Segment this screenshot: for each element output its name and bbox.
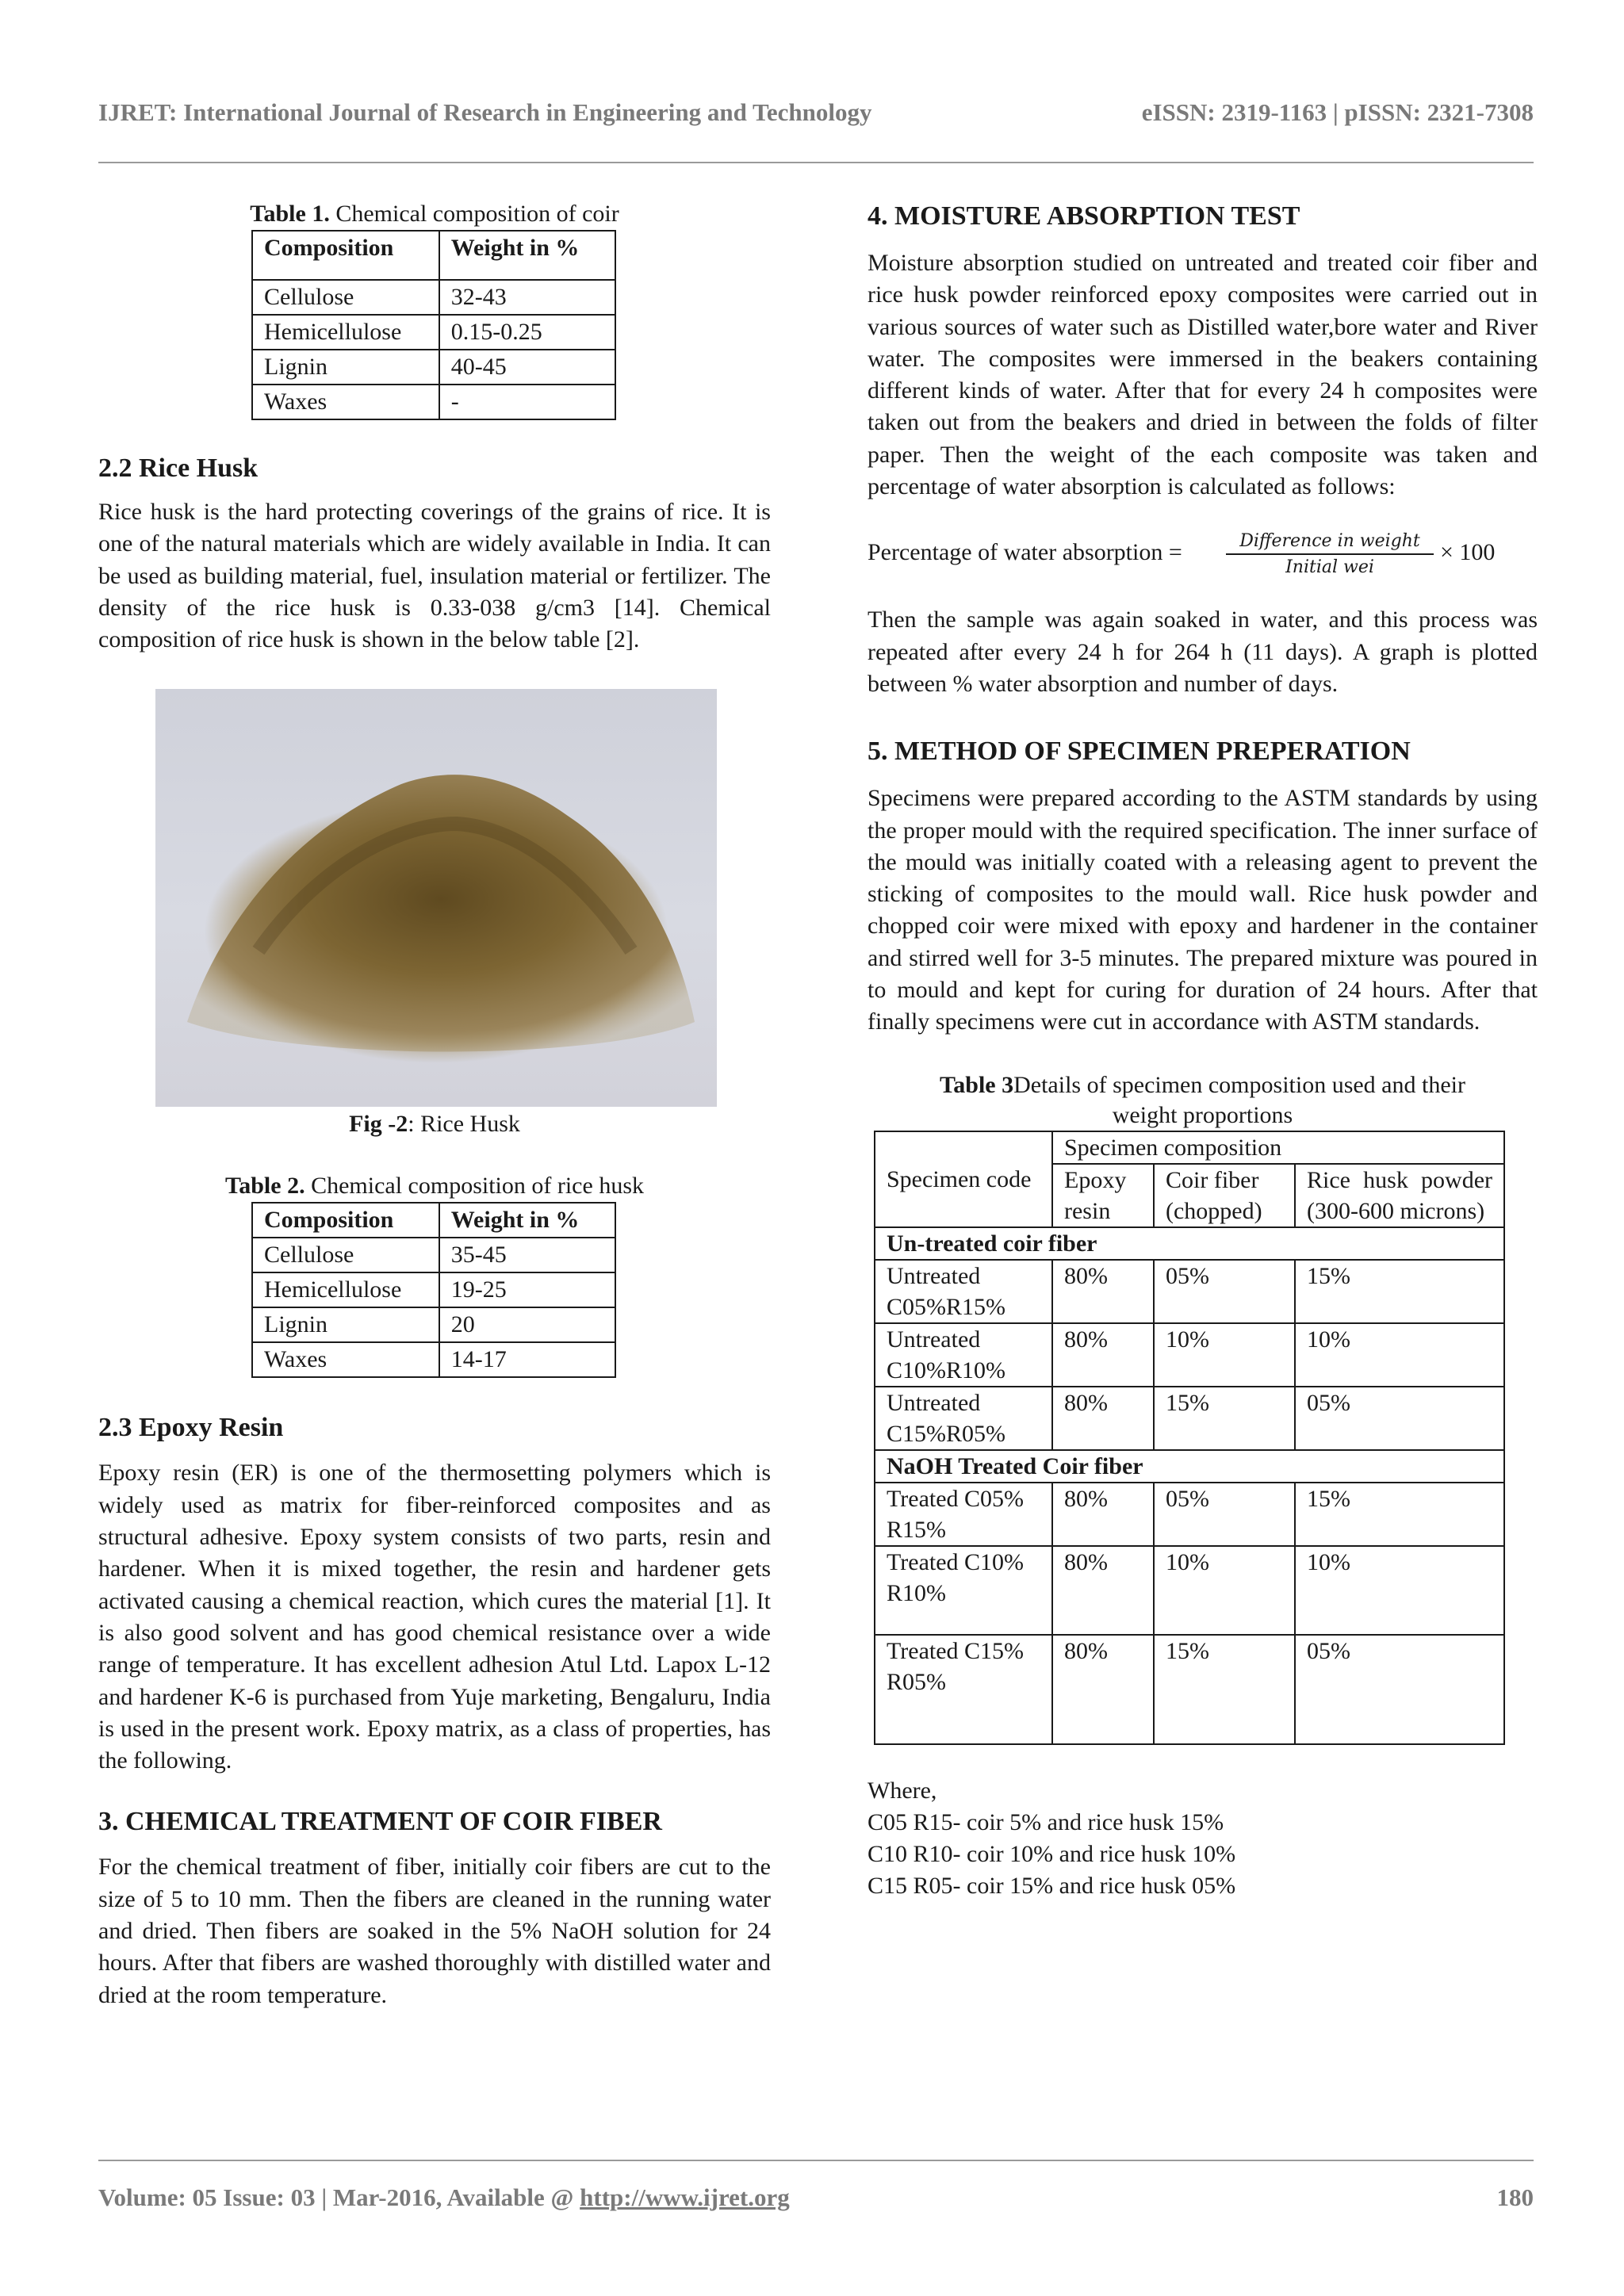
table-cell: 35-45 [439, 1238, 615, 1272]
section-5-title: 5. METHOD OF SPECIMEN PREPERATION [868, 737, 1411, 767]
section-4-title: 4. MOISTURE ABSORPTION TEST [868, 201, 1300, 231]
table3-header-specimen-composition: Specimen composition [1052, 1131, 1504, 1164]
table-row [252, 1307, 615, 1342]
table-cell: Waxes [252, 385, 439, 419]
footer-rule [98, 2160, 1534, 2161]
page-number: 180 [1496, 2183, 1534, 2211]
where-legend [868, 1775, 1538, 1902]
formula-lhs: Percentage of water absorption = [868, 539, 1182, 566]
journal-name: IJRET: International Journal of Research in Engineering and Technology [98, 98, 872, 126]
table-row [252, 1342, 615, 1377]
left-column [98, 198, 771, 2011]
table3-group-row [875, 1450, 1504, 1483]
table-row [875, 1260, 1504, 1323]
table-cell: Untreated C15%R05% [875, 1387, 1052, 1450]
table3-caption-line1: Details of specimen composition used and their [1013, 1071, 1465, 1098]
table-cell: 15% [1154, 1387, 1295, 1450]
table3 [874, 1131, 1505, 1745]
page-footer [98, 2183, 1534, 2218]
table3-group-treated: NaOH Treated Coir fiber [875, 1450, 1504, 1483]
table2-caption [98, 1170, 771, 1202]
table3-group-untreated: Un-treated coir fiber [875, 1227, 1504, 1260]
table3-header-rice-husk: Rice husk powder (300-600 microns) [1295, 1164, 1504, 1227]
table-cell: 20 [439, 1307, 615, 1342]
table-cell: 10% [1295, 1323, 1504, 1387]
table-cell: 80% [1052, 1323, 1154, 1387]
figure2-caption [98, 1108, 771, 1140]
table2 [251, 1202, 616, 1378]
table-row [875, 1387, 1504, 1450]
section-2-3-title: 2.3 Epoxy Resin [98, 1413, 284, 1443]
table2-header-row [252, 1203, 615, 1238]
table-cell: 05% [1154, 1260, 1295, 1323]
table-cell: 80% [1052, 1546, 1154, 1635]
table2-label: Table 2. [224, 1173, 305, 1200]
table-cell: 0.15-0.25 [439, 315, 615, 350]
table3-caption-line2: weight proportions [1112, 1101, 1293, 1128]
table-cell: 80% [1052, 1635, 1154, 1744]
table-row [875, 1546, 1504, 1635]
table-cell: Hemicellulose [252, 1272, 439, 1307]
section-2-3-body: Epoxy resin (ER) is one of the thermosetting polymers which is widely used as matrix for fiber-reinforced composites and as structural adhesive. Epoxy system consists of two parts, resin and hardener. When it is mixed together, the resin and hardener gets activated causing a chemical reaction, which cures the material [1]. It is also good solvent and has good chemical resistance over a wide range of temperature. It has excellent adhesion Atul Ltd. Lapox L-12 and hardener K-6 is purchased from Yuje marketing, Bengaluru, India is used in the present work. Epoxy matrix, as a class of properties, has the following. [98, 1460, 771, 1774]
table3-header-row-1 [875, 1131, 1504, 1164]
table3-header-specimen-code: Specimen code [875, 1131, 1052, 1227]
formula-numerator: Difference in weight [1226, 530, 1434, 555]
table-cell: Treated C10% R10% [875, 1546, 1052, 1635]
where-line: C05 R15- coir 5% and rice husk 15% [868, 1808, 1224, 1835]
table-cell: 15% [1295, 1260, 1504, 1323]
table-cell: Untreated C10%R10% [875, 1323, 1052, 1387]
table1-header-row [252, 231, 615, 280]
rice-husk-photo [155, 689, 717, 1107]
figure2-label: Fig -2 [349, 1111, 408, 1138]
table2-header-composition: Composition [252, 1203, 439, 1238]
table-row [252, 1272, 615, 1307]
table-cell: 05% [1295, 1387, 1504, 1450]
table-row [252, 1238, 615, 1272]
section-3-title: 3. CHEMICAL TREATMENT OF COIR FIBER [98, 1807, 662, 1837]
table-cell: Treated C05% R15% [875, 1483, 1052, 1546]
issn-numbers: eISSN: 2319-1163 | pISSN: 2321-7308 [1141, 98, 1534, 126]
table-cell: 80% [1052, 1387, 1154, 1450]
table-cell: 05% [1295, 1635, 1504, 1744]
table3-label: Table 3 [940, 1071, 1014, 1098]
table-cell: Cellulose [252, 1238, 439, 1272]
table-row [875, 1483, 1504, 1546]
table-cell: 80% [1052, 1260, 1154, 1323]
table-cell: Hemicellulose [252, 315, 439, 350]
table-row [875, 1635, 1504, 1744]
section-5-body: Specimens were prepared according to the ASTM standards by using the proper mould with the required specification. The inner surface of the mould was initially coated with a releasing agent to prevent the sticking of composites to the mould wall. Rice husk powder and chopped coir were mixed with epoxy and hardener in the container and stirred well for 3-5 minutes. The prepared mixture was poured in to mould and kept for curing for duration of 24 hours. After that finally specimens were cut in accordance with ASTM standards. [868, 785, 1538, 1035]
formula-denominator: Initial wei [1285, 557, 1374, 578]
section-3-body: For the chemical treatment of fiber, initially coir fibers are cut to the size of 5 to 10 mm. Then the fibers are cleaned in the running water and dried. Then fibers are soaked in the 5% NaOH solution for 24 hours. After that fibers are washed thoroughly with distilled water and dried at the room temperature. [98, 1854, 771, 2008]
table-cell: 10% [1154, 1546, 1295, 1635]
table-cell: Untreated C05%R15% [875, 1260, 1052, 1323]
table-cell: - [439, 385, 615, 419]
table-cell: Lignin [252, 350, 439, 385]
section-4-body-2: Then the sample was again soaked in water, and this process was repeated after every 24 h for 264 h (11 days). A graph is plotted between % water absorption and number of days. [868, 607, 1538, 697]
table-cell: Waxes [252, 1342, 439, 1377]
section-2-2-body: Rice husk is the hard protecting coverings of the grains of rice. It is one of the natural materials which are widely available in India. It can be used as building material, fuel, insulation material or fertilizer. The density of the rice husk is 0.33-038 g/cm3 [14]. Chemical composition of rice husk is shown in the below table [2]. [98, 499, 771, 653]
table-row [875, 1323, 1504, 1387]
where-label: Where, [868, 1777, 937, 1804]
table-cell: 14-17 [439, 1342, 615, 1377]
footer-link[interactable]: http://www.ijret.org [580, 2183, 790, 2211]
where-line: C15 R05- coir 15% and rice husk 05% [868, 1872, 1236, 1899]
section-4-body: Moisture absorption studied on untreated and treated coir fiber and rice husk powder reinforced epoxy composites were carried out in various sources of water such as Distilled water,bore water and River water. The composites were immersed in the beakers containing different kinds of water. After that for every 24 h composites were taken out from the beakers and dried in between the folds of filter paper. Then the weight of the each composite was taken and percentage of water absorption is calculated as follows: [868, 250, 1538, 500]
page-header [98, 98, 1534, 133]
table-row [252, 350, 615, 385]
table2-header-weight: Weight in % [439, 1203, 615, 1238]
table3-header-epoxy: Epoxy resin [1052, 1164, 1154, 1227]
header-rule [98, 162, 1534, 163]
section-2-2-title: 2.2 Rice Husk [98, 453, 259, 483]
table-cell: Lignin [252, 1307, 439, 1342]
table3-group-row [875, 1227, 1504, 1260]
table-cell: 80% [1052, 1483, 1154, 1546]
table-row [252, 280, 615, 315]
table-cell: 05% [1154, 1483, 1295, 1546]
footer-volume-text: Volume: 05 Issue: 03 | Mar-2016, Available @ [98, 2183, 580, 2211]
table1-label: Table 1. [250, 201, 330, 227]
table-cell: 32-43 [439, 280, 615, 315]
table-cell: Cellulose [252, 280, 439, 315]
table1-caption-text: Chemical composition of coir [329, 201, 619, 227]
table1 [251, 230, 616, 420]
table-row [252, 385, 615, 419]
formula-rhs: × 100 [1440, 539, 1496, 566]
table-cell: 40-45 [439, 350, 615, 385]
table-cell: 10% [1154, 1323, 1295, 1387]
table-row [252, 315, 615, 350]
where-line: C10 R10- coir 10% and rice husk 10% [868, 1840, 1236, 1867]
table-cell: 19-25 [439, 1272, 615, 1307]
table1-header-composition: Composition [252, 231, 439, 280]
table1-header-weight: Weight in % [439, 231, 615, 280]
table2-caption-text: Chemical composition of rice husk [304, 1173, 644, 1200]
table-cell: Treated C15% R05% [875, 1635, 1052, 1744]
figure2-caption-text: : Rice Husk [408, 1111, 520, 1138]
table1-caption [98, 198, 771, 230]
footer-volume [98, 2183, 790, 2212]
rice-husk-pile-image [155, 689, 717, 1107]
table3-header-coir: Coir fiber (chopped) [1154, 1164, 1295, 1227]
table-cell: 15% [1154, 1635, 1295, 1744]
table-cell: 15% [1295, 1483, 1504, 1546]
table3-caption [868, 1070, 1538, 1131]
table-cell: 10% [1295, 1546, 1504, 1635]
water-absorption-formula [868, 530, 1538, 579]
right-column [868, 198, 1538, 1902]
